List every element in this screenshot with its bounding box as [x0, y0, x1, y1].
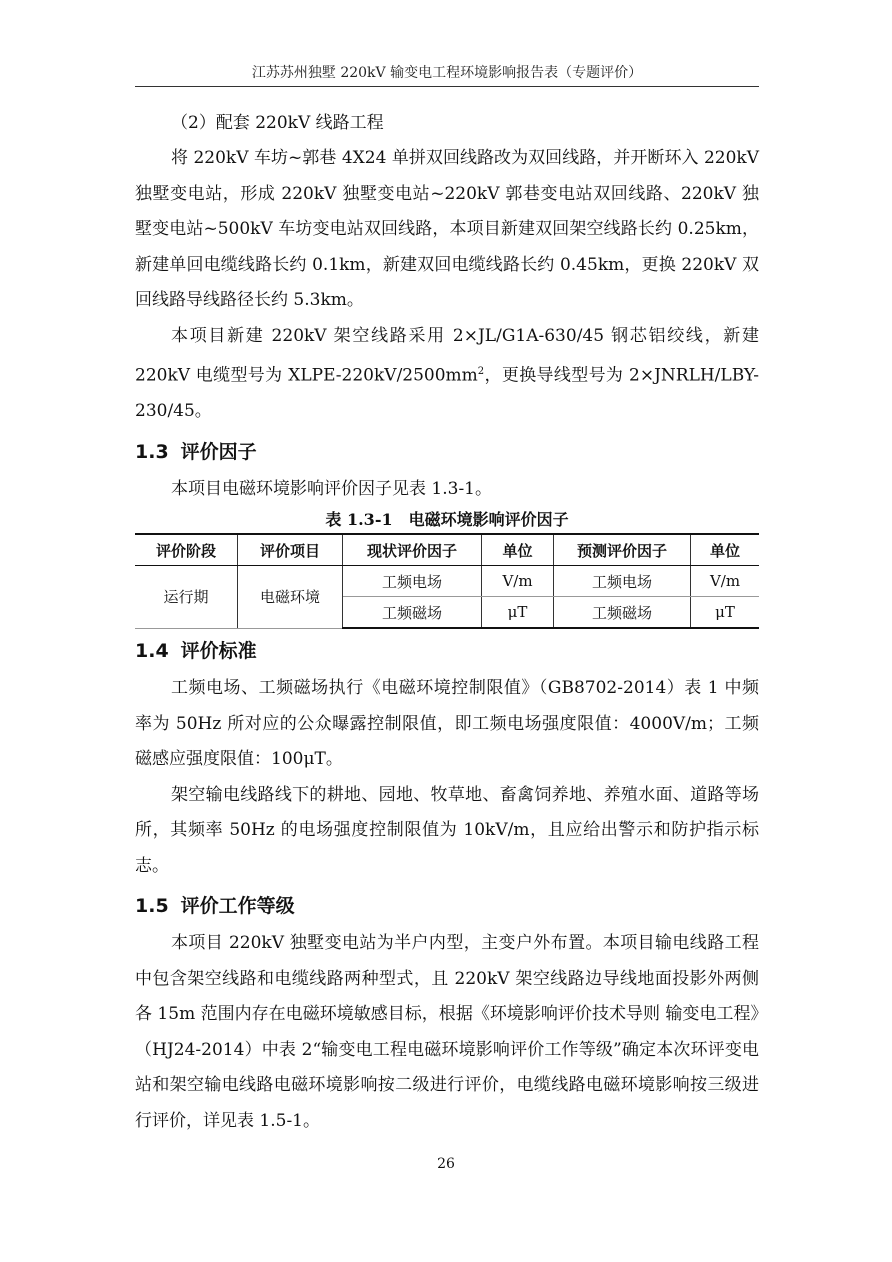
section-title: 评价标准	[180, 640, 257, 663]
section-heading-1-3	[135, 438, 759, 466]
table-cell: V/m	[482, 566, 554, 597]
conductor-paragraph	[135, 319, 759, 430]
table-cell: μT	[691, 597, 760, 629]
standard-paragraph-2: 架空输电线路线下的耕地、园地、牧草地、畜禽饲养地、养殖水面、道路等场所，其频率 50Hz 的电场强度控制限值为 10kV/m，且应给出警示和防护指示标志。	[135, 784, 759, 876]
table-caption: 表 1.3-1 电磁环境影响评价因子	[325, 510, 569, 530]
table-cell: V/m	[691, 566, 760, 597]
table-header-cell: 评价项目	[238, 534, 343, 566]
conductor-text-b: ，更换导线型号为 2×JNRLH/LBY-230/45。	[135, 365, 759, 422]
section-number: 1.3	[135, 440, 169, 463]
table-cell: 工频磁场	[554, 597, 691, 629]
line-project-subhead: （2）配套 220kV 线路工程	[171, 113, 384, 133]
section-title: 评价因子	[180, 440, 257, 463]
conductor-text-a: 本项目新建 220kV 架空线路采用 2×JL/G1A-630/45 钢芯铝绞线，新建 220kV 电缆型号为 XLPE-220kV/2500mm	[135, 325, 759, 386]
factor-intro-paragraph: 本项目电磁环境影响评价因子见表 1.3-1。	[171, 478, 492, 499]
section-title: 评价工作等级	[180, 895, 295, 918]
table-cell: 工频磁场	[343, 597, 482, 629]
section-number: 1.5	[135, 895, 169, 918]
table-cell: μT	[482, 597, 554, 629]
standard-paragraph-1: 工频电场、工频磁场执行《电磁环境控制限值》（GB8702-2014）表 1 中频率为 50Hz 所对应的公众曝露控制限值，即工频电场强度限值：4000V/m；工频磁感应强度限值：100μT。	[135, 678, 759, 770]
evaluation-factor-table	[135, 533, 759, 629]
section-heading-1-5	[135, 892, 759, 920]
table-row	[135, 566, 759, 597]
table-header-row	[135, 534, 759, 566]
table-cell-stage: 运行期	[135, 566, 238, 629]
table-header-cell: 评价阶段	[135, 534, 238, 566]
page-body	[135, 106, 759, 1139]
line-project-paragraph: 将 220kV 车坊~郭巷 4X24 单拼双回线路改为双回线路，并开断环入 220kV 独墅变电站，形成 220kV 独墅变电站~220kV 郭巷变电站双回线路、220kV 独墅变电站~500kV 车坊变电站双回线路，本项目新建双回架空线路长约 0.25km，新建单回电缆线路长约 0.1km，新建双回电缆线路长约 0.45km，更换 220kV 双回线路导线路径长约 5.3km。	[135, 148, 759, 310]
section-heading-1-4	[135, 637, 759, 665]
table-cell: 工频电场	[343, 566, 482, 597]
table-cell: 工频电场	[554, 566, 691, 597]
table-header-cell: 单位	[691, 534, 760, 566]
table-header-cell: 现状评价因子	[343, 534, 482, 566]
section-number: 1.4	[135, 640, 169, 663]
page-number: 26	[437, 1156, 455, 1172]
table-header-cell: 预测评价因子	[554, 534, 691, 566]
grade-paragraph: 本项目 220kV 独墅变电站为半户内型，主变户外布置。本项目输电线路工程中包含架空线路和电缆线路两种型式，且 220kV 架空线路边导线地面投影外两侧各 15m 范围内存在电磁环境敏感目标，根据《环境影响评价技术导则 输变电工程》（HJ24-2014）中表 2“输变电工程电磁环境影响评价工作等级”确定本次环评变电站和架空输电线路电磁环境影响按二级进行评价，电缆线路电磁环境影响按三级进行评价，详见表 1.5-1。	[135, 933, 759, 1131]
table-header-cell: 单位	[482, 534, 554, 566]
running-header: 江苏苏州独墅 220kV 输变电工程环境影响报告表（专题评价）	[135, 62, 759, 87]
conductor-superscript: 2	[477, 366, 485, 377]
table-cell-item: 电磁环境	[238, 566, 343, 629]
